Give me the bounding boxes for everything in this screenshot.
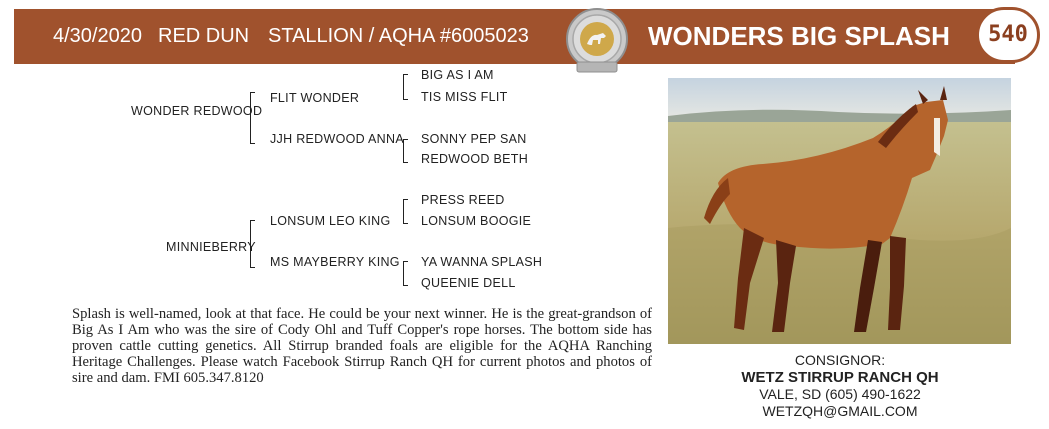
pedigree-bracket xyxy=(403,74,408,100)
horse-description: Splash is well-named, look at that face. He could be your next winner. He is the great-grandson of Big As I Am who was the sire of Cody Ohl and Tuff Copper's rope horses. The bottom side has proven cattle cutting genetics. All Stirrup branded foals are eligible for the AQHA Ranching Heritage Challenges. Please watch Facebook Stirrup Ranch QH for current photos and photos of sire and dam. FMI 605.347.8120 xyxy=(72,306,652,386)
pedigree-bracket xyxy=(403,139,408,163)
dam-name: MINNIEBERRY xyxy=(166,240,256,254)
consignor-location: VALE, SD (605) 490-1622 xyxy=(759,386,921,402)
pedigree-bracket xyxy=(250,92,255,144)
pedigree-bracket xyxy=(403,199,408,224)
horse-photo xyxy=(668,78,1011,344)
sex-registration: STALLION / AQHA #6005023 xyxy=(268,25,529,47)
dam-dam-name: MS MAYBERRY KING xyxy=(270,255,400,269)
consignor-block xyxy=(690,352,990,420)
pedigree-bracket xyxy=(250,220,255,268)
sire-dam-dam-name: REDWOOD BETH xyxy=(421,152,529,166)
lot-number: 540 xyxy=(976,7,1040,63)
sire-dam-sire-name: SONNY PEP SAN xyxy=(421,132,527,146)
birth-date: 4/30/2020 xyxy=(53,25,142,47)
horse-color: RED DUN xyxy=(158,25,250,47)
sire-dam-name: JJH REDWOOD ANNA xyxy=(270,132,404,146)
ranching-heritage-seal-logo xyxy=(563,8,631,76)
dam-dam-dam-name: QUEENIE DELL xyxy=(421,276,516,290)
sire-sire-dam-name: TIS MISS FLIT xyxy=(421,90,508,104)
horse-name: WONDERS BIG SPLASH xyxy=(648,21,950,51)
sire-sire-sire-name: BIG AS I AM xyxy=(421,68,494,82)
sire-sire-name: FLIT WONDER xyxy=(270,91,360,105)
consignor-heading: CONSIGNOR: xyxy=(794,352,886,368)
dam-sire-sire-name: PRESS REED xyxy=(421,193,505,207)
consignor-name: WETZ STIRRUP RANCH QH xyxy=(741,369,939,386)
pedigree-bracket xyxy=(403,261,408,286)
dam-sire-dam-name: LONSUM BOOGIE xyxy=(421,214,532,228)
dam-dam-sire-name: YA WANNA SPLASH xyxy=(421,255,543,269)
consignor-email: WETZQH@GMAIL.COM xyxy=(762,403,918,419)
dam-sire-name: LONSUM LEO KING xyxy=(270,214,391,228)
sire-name: WONDER REDWOOD xyxy=(131,104,263,118)
